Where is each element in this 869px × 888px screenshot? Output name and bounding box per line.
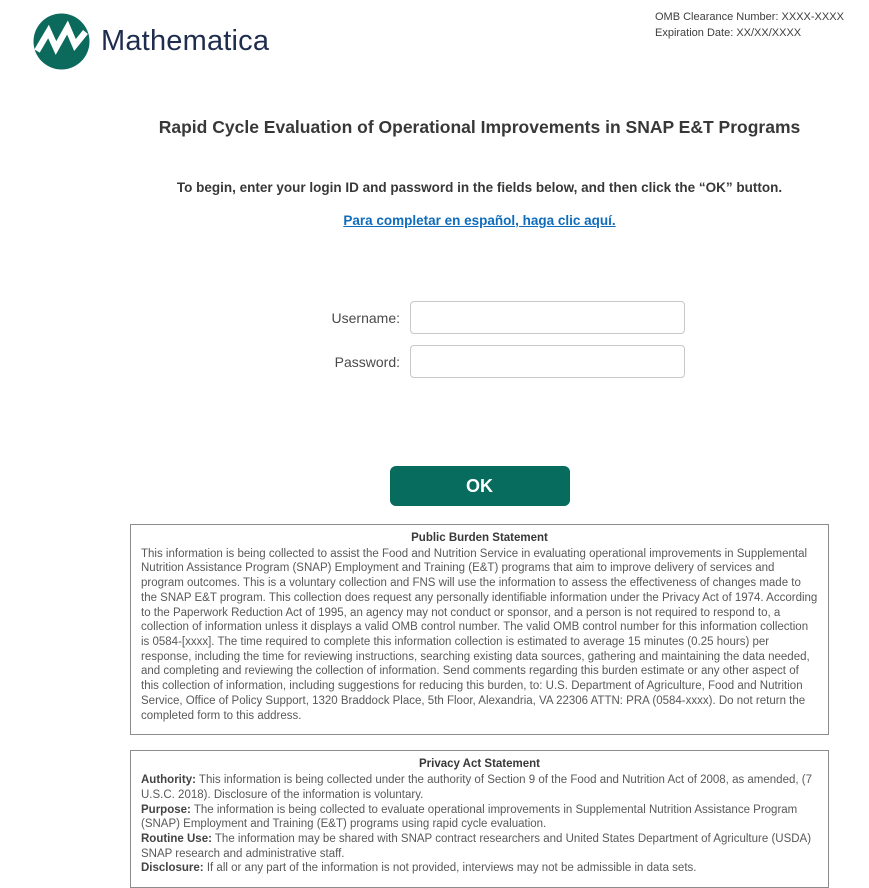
- public-burden-title: Public Burden Statement: [411, 532, 548, 544]
- omb-expiration-date: Expiration Date: XX/XX/XXXX: [655, 27, 802, 39]
- username-row: [315, 301, 829, 334]
- ok-button[interactable]: OK: [390, 466, 570, 506]
- password-label: Password:: [334, 353, 400, 370]
- username-label: Username:: [331, 309, 400, 326]
- privacy-routine-use-label: Routine Use:: [141, 832, 212, 845]
- login-form: [130, 301, 829, 378]
- username-input[interactable]: [410, 301, 685, 334]
- brand-name: Mathematica: [101, 25, 270, 57]
- content-column: [130, 0, 829, 888]
- privacy-disclosure-text: If all or any part of the information is not provided, interviews may not be admissible in data sets.: [203, 862, 697, 875]
- privacy-routine-use-item: [141, 832, 818, 861]
- public-burden-body: This information is being collected to assist the Food and Nutrition Service in evaluating operational improvements in Supplemental Nutrition Assistance Program (SNAP) Employment and Training (E&T) programs that aim to improve delivery of services and program outcomes. This is a voluntary collection and FNS will use the information to assess the effectiveness of changes made to the SNAP E&T program. This collection does request any personally identifiable information under the Privacy Act of 1974. According to the Paperwork Reduction Act of 1995, an agency may not conduct or sponsor, and a person is not required to respond to, a collection of information unless it displays a valid OMB control number. The valid OMB control number for this information collection is 0584-[xxxx]. The time required to complete this information collection is estimated to average 15 minutes (0.25 hours) per response, including the time for reviewing instructions, searching existing data sources, gathering and maintaining the data needed, and completing and reviewing the collection of information. Send comments regarding this burden estimate or any other aspect of this collection of information, including suggestions for reducing this burden, to: U.S. Department of Agriculture, Food and Nutrition Service, Office of Policy Support, 1320 Braddock Place, 5th Floor, Alexandria, VA 22306 ATTN: PRA (0584-xxxx). Do not return the completed form to this address.: [141, 547, 818, 722]
- privacy-authority-text: This information is being collected under the authority of Section 9 of the Food and Nutrition Act of 2008, as amended, (7 U.S.C. 2018). Disclosure of the information is voluntary.: [141, 774, 812, 801]
- privacy-purpose-label: Purpose:: [141, 803, 191, 816]
- ok-button-row: [130, 466, 829, 506]
- mathematica-logo-icon: [33, 13, 90, 70]
- public-burden-statement-box: [130, 524, 829, 735]
- privacy-act-title: Privacy Act Statement: [418, 758, 540, 771]
- spanish-link-row: [130, 212, 829, 230]
- privacy-routine-use-text: The information may be shared with SNAP contract researchers and United States Department of Agriculture (USDA) SNAP research and administrative staff.: [141, 832, 812, 860]
- privacy-purpose-item: [141, 803, 818, 832]
- page-title: Rapid Cycle Evaluation of Operational Improvements in SNAP E&T Programs: [158, 117, 801, 137]
- privacy-disclosure-label: Disclosure:: [141, 862, 204, 875]
- spanish-language-link[interactable]: Para completar en español, haga clic aquí.: [343, 213, 616, 228]
- privacy-authority-label: Authority:: [141, 774, 196, 787]
- omb-clearance-number: OMB Clearance Number: XXXX-XXXX: [655, 11, 844, 23]
- password-input[interactable]: [410, 345, 685, 378]
- privacy-purpose-text: The information is being collected to evaluate operational improvements in Supplemental Nutrition Assistance Program (SNAP) Employment and Training (E&T) programs using rapid cycle evaluation.: [141, 803, 798, 831]
- login-instruction: To begin, enter your login ID and password in the fields below, and then click the “OK” button.: [176, 180, 783, 195]
- privacy-act-statement-box: [130, 750, 829, 888]
- privacy-authority-item: [141, 773, 818, 802]
- password-row: [315, 345, 829, 378]
